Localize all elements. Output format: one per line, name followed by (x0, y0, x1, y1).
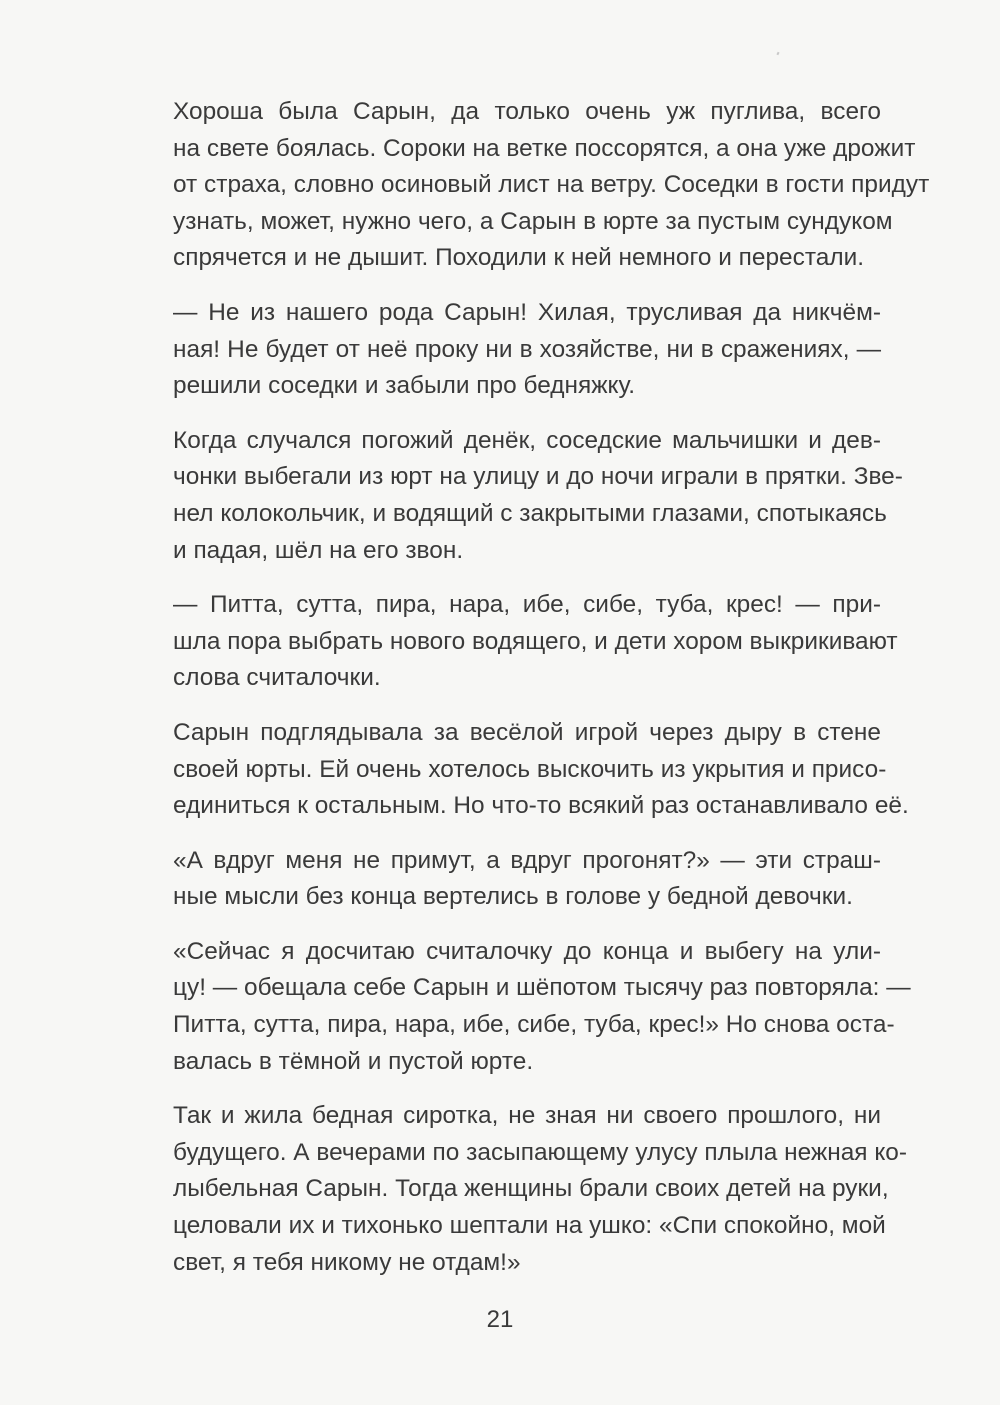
paragraph (136, 843, 881, 916)
text-line: «А вдруг меня не примут, а вдруг прогонят?» — эти страш- (173, 846, 881, 874)
page-number: 21 (486, 1306, 514, 1333)
text-line: свет, я тебя никому не отдам!» (173, 1248, 521, 1276)
text-line: Питта, сутта, пира, нара, ибе, сибе, туба, крес!» Но снова оста- (173, 1011, 895, 1039)
text-line: цу! — обещала себе Сарын и шёпотом тысячу раз повторяла: — (173, 974, 911, 1002)
story-text (136, 94, 930, 1299)
text-line: от страха, словно осиновый лист на ветру. Соседки в гости придут (173, 171, 930, 199)
paragraph (136, 1098, 908, 1281)
paragraph (136, 715, 909, 825)
text-line: ная! Не будет от неё проку ни в хозяйстве, ни в сражениях, — (173, 335, 881, 363)
paragraph (136, 587, 898, 697)
text-line: Хороша была Сарын, да только очень уж пуглива, всего (173, 98, 881, 125)
text-line: ные мысли без конца вертелись в голове у бедной девочки. (173, 883, 853, 911)
paper-speck (776, 52, 779, 56)
text-line: единиться к остальным. Но что-то всякий раз останавливало её. (173, 792, 909, 820)
text-line: лыбельная Сарын. Тогда женщины брали своих детей на руки, (173, 1175, 889, 1203)
paragraph (136, 94, 930, 277)
text-line: нел колокольчик, и водящий с закрытыми глазами, спотыкаясь (173, 499, 887, 527)
text-line: чонки выбегали из юрт на улицу и до ночи играли в прятки. Зве- (173, 463, 903, 491)
text-line: на свете боялась. Сороки на ветке поссорятся, а она уже дрожит (173, 134, 916, 162)
text-line: Когда случался погожий денёк, соседские мальчишки и дев- (173, 426, 881, 454)
text-line: «Сейчас я досчитаю считалочку до конца и выбегу на ули- (173, 937, 881, 965)
text-line: будущего. А вечерами по засыпающему улусу плыла нежная ко- (173, 1138, 908, 1166)
text-line: Сарын подглядывала за весёлой игрой через дыру в стене (173, 718, 881, 746)
paragraph (136, 423, 903, 569)
text-line: шла пора выбрать нового водящего, и дети хором выкрикивают (173, 627, 898, 655)
text-line: валась в тёмной и пустой юрте. (173, 1047, 534, 1075)
paragraph (136, 934, 911, 1080)
text-line: спрячется и не дышит. Походили к ней немного и перестали. (173, 244, 865, 272)
text-line: целовали их и тихонько шептали на ушко: «Спи спокойно, мой (173, 1212, 886, 1240)
text-line: — Питта, сутта, пира, нара, ибе, сибе, туба, крес! — при- (173, 591, 881, 619)
text-line: Так и жила бедная сиротка, не зная ни своего прошлого, ни (173, 1102, 881, 1130)
paragraph (136, 295, 881, 405)
text-line: слова считалочки. (173, 664, 381, 692)
text-line: решили соседки и забыли про бедняжку. (173, 372, 636, 400)
text-line: узнать, может, нужно чего, а Сарын в юрте за пустым сундуком (173, 207, 893, 235)
text-line: и падая, шёл на его звон. (173, 536, 464, 564)
text-line: своей юрты. Ей очень хотелось выскочить из укрытия и присо- (173, 755, 887, 783)
text-line: — Не из нашего рода Сарын! Хилая, трусливая да никчём- (173, 298, 881, 326)
